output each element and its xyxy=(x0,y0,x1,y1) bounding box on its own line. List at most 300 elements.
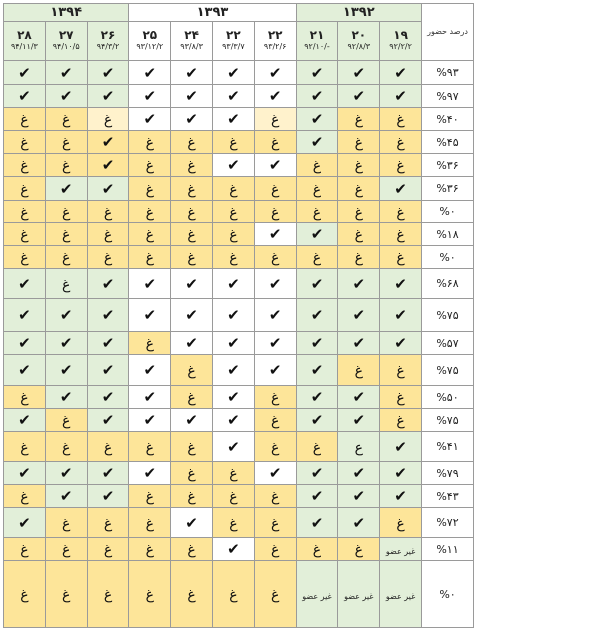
check-icon: ✔ xyxy=(143,63,157,82)
attendance-cell xyxy=(380,355,422,386)
attendance-cell xyxy=(338,538,380,561)
absent-mark: غ xyxy=(229,466,238,482)
attendance-cell xyxy=(296,332,338,355)
attendance-cell xyxy=(338,201,380,223)
non-member-label: غیر عضو xyxy=(344,592,374,601)
check-icon: ✔ xyxy=(227,156,240,174)
attendance-cell xyxy=(296,108,338,131)
attendance-cell xyxy=(171,177,213,201)
attendance-cell xyxy=(254,485,296,508)
check-icon: ✔ xyxy=(59,179,73,198)
attendance-cell xyxy=(212,154,254,177)
attendance-cell xyxy=(171,246,213,269)
attendance-cell xyxy=(254,85,296,108)
attendance-percent: %۱۱ xyxy=(422,538,474,561)
absent-mark: غ xyxy=(145,204,154,221)
attendance-cell xyxy=(380,299,422,332)
check-icon: ✔ xyxy=(394,334,407,352)
check-icon: ✔ xyxy=(101,274,115,293)
check-icon: ✔ xyxy=(352,513,366,532)
attendance-cell xyxy=(171,485,213,508)
check-icon: ✔ xyxy=(101,306,115,324)
attendance-cell xyxy=(171,355,213,386)
session-number: ۲۸ xyxy=(17,28,32,42)
attendance-cell xyxy=(380,538,422,561)
member-row xyxy=(4,386,474,409)
absent-mark: غ xyxy=(20,250,29,266)
attendance-cell xyxy=(296,561,338,628)
check-icon: ✔ xyxy=(18,464,31,482)
absent-mark: غ xyxy=(229,181,238,198)
attendance-cell xyxy=(129,154,171,177)
check-icon: ✔ xyxy=(352,87,366,105)
session-number: ۲۲ xyxy=(226,28,241,42)
member-row xyxy=(4,177,474,201)
attendance-cell xyxy=(129,131,171,154)
member-row xyxy=(4,201,474,223)
absent-mark: غ xyxy=(62,413,71,429)
member-row xyxy=(4,61,474,85)
check-icon: ✔ xyxy=(310,513,324,532)
check-icon: ✔ xyxy=(352,306,366,324)
check-icon: ✔ xyxy=(394,437,407,456)
check-icon: ✔ xyxy=(310,63,324,82)
attendance-cell xyxy=(338,386,380,409)
absent-mark: غ xyxy=(187,439,196,456)
check-icon: ✔ xyxy=(227,110,240,128)
attendance-cell xyxy=(129,269,171,299)
attendance-cell xyxy=(296,409,338,432)
absent-mark: غ xyxy=(145,489,154,505)
absent-mark: غ xyxy=(103,250,113,266)
absent-mark: غ xyxy=(312,250,322,266)
session-header xyxy=(4,22,46,61)
attendance-percent: %۴۳ xyxy=(422,485,474,508)
absent-mark: غ xyxy=(20,439,29,456)
member-row xyxy=(4,269,474,299)
check-icon: ✔ xyxy=(59,63,73,82)
attendance-percent: %۰ xyxy=(422,201,474,223)
check-icon: ✔ xyxy=(227,87,240,105)
check-icon: ✔ xyxy=(143,464,157,482)
attendance-cell xyxy=(45,177,87,201)
session-header xyxy=(45,22,87,61)
absent-mark: غ xyxy=(187,542,196,558)
attendance-cell xyxy=(338,485,380,508)
check-icon: ✔ xyxy=(352,388,366,406)
absent-mark: غ xyxy=(396,227,405,243)
attendance-cell xyxy=(254,246,296,269)
absent-mark: غ xyxy=(103,515,113,532)
check-icon: ✔ xyxy=(394,306,407,324)
member-row xyxy=(4,462,474,485)
attendance-percent: %۴۰ xyxy=(422,108,474,131)
absent-mark: غ xyxy=(62,276,71,293)
check-icon: ✔ xyxy=(310,274,324,293)
absent-mark: غ xyxy=(20,158,29,174)
absent-mark: غ xyxy=(62,112,71,128)
non-member-label: غیر عضو xyxy=(385,547,416,556)
attendance-cell xyxy=(4,201,46,223)
attendance-cell xyxy=(129,85,171,108)
check-icon: ✔ xyxy=(101,156,115,174)
attendance-cell xyxy=(4,508,46,538)
attendance-cell xyxy=(129,246,171,269)
attendance-cell xyxy=(4,332,46,355)
attendance-cell xyxy=(212,332,254,355)
absent-mark: غ xyxy=(20,204,29,221)
attendance-cell xyxy=(212,386,254,409)
attendance-cell xyxy=(4,432,46,462)
attendance-cell xyxy=(338,462,380,485)
member-row xyxy=(4,85,474,108)
non-member-label: غیر عضو xyxy=(302,592,332,601)
attendance-cell xyxy=(87,332,129,355)
absent-mark: غ xyxy=(354,227,363,243)
attendance-percent: %۷۵ xyxy=(422,409,474,432)
absent-mark: غ xyxy=(312,158,322,174)
check-icon: ✔ xyxy=(352,63,366,82)
check-icon: ✔ xyxy=(268,87,282,105)
session-date: ۹۴/۳/۲ xyxy=(96,42,120,51)
absent-mark: غ xyxy=(396,413,405,429)
absent-mark: غ xyxy=(312,204,322,221)
attendance-percent: %۷۹ xyxy=(422,462,474,485)
check-icon: ✔ xyxy=(227,306,240,324)
check-icon: ✔ xyxy=(352,487,366,505)
attendance-cell xyxy=(338,223,380,246)
absent-mark: غ xyxy=(229,204,238,221)
check-icon: ✔ xyxy=(101,361,115,379)
attendance-cell xyxy=(338,432,380,462)
absent-mark: غ xyxy=(271,542,280,558)
absent-mark: غ xyxy=(229,587,238,603)
attendance-cell xyxy=(254,409,296,432)
attendance-cell xyxy=(87,355,129,386)
member-row xyxy=(4,561,474,628)
check-icon: ✔ xyxy=(394,179,407,198)
attendance-cell xyxy=(380,246,422,269)
attendance-cell xyxy=(45,355,87,386)
absent-mark: غ xyxy=(145,439,154,456)
absent-mark: غ xyxy=(187,181,196,198)
attendance-cell xyxy=(129,299,171,332)
absent-mark: غ xyxy=(229,489,238,505)
session-header xyxy=(254,22,296,61)
attendance-cell xyxy=(45,61,87,85)
check-icon: ✔ xyxy=(310,87,324,105)
check-icon: ✔ xyxy=(310,411,324,429)
check-icon: ✔ xyxy=(310,334,324,352)
attendance-cell xyxy=(171,299,213,332)
check-icon: ✔ xyxy=(268,156,282,174)
attendance-cell xyxy=(254,108,296,131)
session-date: ۹۴/۱۱/۳ xyxy=(10,42,38,51)
absent-mark: غ xyxy=(312,181,322,198)
check-icon: ✔ xyxy=(185,306,198,324)
check-icon: ✔ xyxy=(268,306,282,324)
check-icon: ✔ xyxy=(143,274,157,293)
attendance-cell xyxy=(171,409,213,432)
session-header xyxy=(338,22,380,61)
attendance-cell xyxy=(87,177,129,201)
check-icon: ✔ xyxy=(18,87,31,105)
check-icon: ✔ xyxy=(310,464,324,482)
attendance-percent: %۴۱ xyxy=(422,432,474,462)
member-row xyxy=(4,108,474,131)
absent-mark: غ xyxy=(62,250,71,266)
check-icon: ✔ xyxy=(59,464,73,482)
absent-mark: غ xyxy=(62,542,71,558)
attendance-cell xyxy=(296,432,338,462)
session-date: ۹۳/۱۲/۲ xyxy=(136,42,164,51)
session-header xyxy=(380,22,422,61)
check-icon: ✔ xyxy=(101,411,115,429)
absent-mark: غ xyxy=(103,204,113,221)
check-icon: ✔ xyxy=(143,361,157,379)
attendance-cell xyxy=(254,131,296,154)
check-icon: ✔ xyxy=(268,464,282,482)
member-row xyxy=(4,131,474,154)
absent-mark: غ xyxy=(62,515,71,532)
attendance-cell xyxy=(338,246,380,269)
attendance-percent: %۹۳ xyxy=(422,61,474,85)
attendance-cell xyxy=(45,85,87,108)
attendance-cell xyxy=(45,409,87,432)
attendance-cell xyxy=(87,432,129,462)
absent-mark: غ xyxy=(62,587,71,603)
attendance-percent: %۴۵ xyxy=(422,131,474,154)
absent-mark: غ xyxy=(396,363,405,379)
check-icon: ✔ xyxy=(101,464,115,482)
attendance-cell xyxy=(4,386,46,409)
check-icon: ✔ xyxy=(227,274,240,293)
check-icon: ✔ xyxy=(227,540,240,558)
check-icon: ✔ xyxy=(59,361,73,379)
attendance-cell xyxy=(45,561,87,628)
check-icon: ✔ xyxy=(18,513,31,532)
absent-mark: غ xyxy=(354,542,363,558)
attendance-cell xyxy=(45,269,87,299)
attendance-cell xyxy=(87,561,129,628)
attendance-cell xyxy=(380,432,422,462)
attendance-cell xyxy=(129,508,171,538)
absent-mark: غ xyxy=(145,515,154,532)
attendance-cell xyxy=(212,561,254,628)
session-date: ۹۳/۳/۷ xyxy=(222,42,245,51)
attendance-cell xyxy=(4,223,46,246)
attendance-cell xyxy=(254,61,296,85)
absent-mark: غ xyxy=(20,390,29,406)
attendance-cell xyxy=(338,561,380,628)
absent-mark: غ xyxy=(103,439,113,456)
absent-mark: غ xyxy=(145,250,154,266)
attendance-percent: %۵۰ xyxy=(422,386,474,409)
absent-mark: غ xyxy=(145,158,154,174)
attendance-cell xyxy=(380,177,422,201)
non-member-label: غیر عضو xyxy=(385,592,416,601)
attendance-cell xyxy=(296,246,338,269)
attendance-percent: %۷۵ xyxy=(422,355,474,386)
check-icon: ✔ xyxy=(143,388,157,406)
check-icon: ✔ xyxy=(18,63,31,82)
attendance-cell xyxy=(212,299,254,332)
attendance-cell xyxy=(380,223,422,246)
absent-mark: غ xyxy=(145,135,154,151)
attendance-cell xyxy=(129,386,171,409)
attendance-cell xyxy=(45,223,87,246)
attendance-table-container xyxy=(3,3,474,628)
absent-mark: غ xyxy=(354,112,363,128)
attendance-cell xyxy=(87,386,129,409)
attendance-cell xyxy=(380,154,422,177)
attendance-cell xyxy=(380,561,422,628)
attendance-cell xyxy=(4,462,46,485)
attendance-cell xyxy=(87,154,129,177)
absent-mark: غ xyxy=(62,135,71,151)
session-number: ۲۱ xyxy=(309,28,325,42)
attendance-cell xyxy=(254,154,296,177)
check-icon: ✔ xyxy=(310,487,324,505)
attendance-cell xyxy=(338,409,380,432)
check-icon: ✔ xyxy=(310,388,324,406)
check-icon: ✔ xyxy=(101,334,115,352)
attendance-cell xyxy=(171,386,213,409)
check-icon: ✔ xyxy=(394,274,407,293)
check-icon: ✔ xyxy=(394,464,407,482)
check-icon: ✔ xyxy=(18,306,31,324)
attendance-cell xyxy=(87,201,129,223)
check-icon: ✔ xyxy=(310,133,324,151)
attendance-cell xyxy=(212,85,254,108)
session-number: ۲۷ xyxy=(58,28,74,42)
check-icon: ✔ xyxy=(101,388,115,406)
attendance-cell xyxy=(45,508,87,538)
check-icon: ✔ xyxy=(227,63,240,82)
attendance-cell xyxy=(129,201,171,223)
attendance-cell xyxy=(212,131,254,154)
check-icon: ✔ xyxy=(394,63,407,82)
session-number: ۲۴ xyxy=(184,28,199,42)
attendance-cell xyxy=(129,61,171,85)
absent-mark: غ xyxy=(103,112,113,128)
check-icon: ✔ xyxy=(268,361,282,379)
absent-mark: غ xyxy=(396,204,405,221)
absent-mark: غ xyxy=(271,515,280,532)
check-icon: ✔ xyxy=(101,87,115,105)
check-icon: ✔ xyxy=(268,334,282,352)
absent-mark: غ xyxy=(229,250,238,266)
check-icon: ✔ xyxy=(394,487,407,505)
attendance-cell xyxy=(338,299,380,332)
attendance-cell xyxy=(296,355,338,386)
attendance-cell xyxy=(338,269,380,299)
session-date: ۹۳/۲/۶ xyxy=(263,42,287,51)
session-header xyxy=(171,22,213,61)
attendance-cell xyxy=(45,386,87,409)
absent-mark: غ xyxy=(271,181,280,198)
check-icon: ✔ xyxy=(59,334,73,352)
absent-mark: غ xyxy=(187,363,196,379)
absent-mark: غ xyxy=(271,439,280,456)
absent-mark: غ xyxy=(271,112,280,128)
attendance-cell xyxy=(296,223,338,246)
session-header xyxy=(296,22,338,61)
absent-mark: غ xyxy=(103,542,113,558)
session-number: ۱۹ xyxy=(393,28,408,42)
attendance-cell xyxy=(45,131,87,154)
attendance-percent: %۳۶ xyxy=(422,177,474,201)
check-icon: ✔ xyxy=(143,110,157,128)
absent-mark: غ xyxy=(20,227,29,243)
member-row xyxy=(4,332,474,355)
check-icon: ✔ xyxy=(185,334,198,352)
check-icon: ✔ xyxy=(185,274,198,293)
attendance-cell xyxy=(380,462,422,485)
attendance-cell xyxy=(87,485,129,508)
member-row xyxy=(4,409,474,432)
attendance-cell xyxy=(212,269,254,299)
absent-mark: غ xyxy=(396,515,405,532)
attendance-cell xyxy=(380,269,422,299)
attendance-cell xyxy=(4,246,46,269)
absent-mark: غ xyxy=(62,204,71,221)
absent-mark: غ xyxy=(145,542,154,558)
attendance-cell xyxy=(254,223,296,246)
attendance-cell xyxy=(254,355,296,386)
attendance-percent: %۱۸ xyxy=(422,223,474,246)
absent-mark: غ xyxy=(187,587,196,603)
attendance-cell xyxy=(296,462,338,485)
check-icon: ✔ xyxy=(101,487,115,505)
attendance-cell xyxy=(254,177,296,201)
attendance-cell xyxy=(171,85,213,108)
absent-mark: غ xyxy=(20,135,29,151)
session-header xyxy=(129,22,171,61)
attendance-cell xyxy=(212,462,254,485)
attendance-cell xyxy=(212,177,254,201)
member-row xyxy=(4,485,474,508)
check-icon: ✔ xyxy=(352,411,366,429)
check-icon: ✔ xyxy=(101,179,115,198)
absent-mark: غ xyxy=(312,542,322,558)
attendance-cell xyxy=(212,223,254,246)
attendance-cell xyxy=(87,409,129,432)
absent-mark: ع xyxy=(354,439,363,456)
attendance-cell xyxy=(171,154,213,177)
attendance-cell xyxy=(296,201,338,223)
attendance-cell xyxy=(380,332,422,355)
check-icon: ✔ xyxy=(143,306,157,324)
absent-mark: غ xyxy=(187,466,196,482)
attendance-cell xyxy=(380,61,422,85)
attendance-cell xyxy=(380,108,422,131)
attendance-cell xyxy=(87,508,129,538)
attendance-percent: %۵۷ xyxy=(422,332,474,355)
check-icon: ✔ xyxy=(59,87,73,105)
absent-mark: غ xyxy=(229,515,238,532)
attendance-cell xyxy=(254,299,296,332)
attendance-cell xyxy=(212,355,254,386)
attendance-cell xyxy=(171,508,213,538)
member-row xyxy=(4,223,474,246)
attendance-cell xyxy=(45,462,87,485)
absent-mark: غ xyxy=(354,363,363,379)
year-header: ۱۳۹۲ xyxy=(296,4,421,22)
check-icon: ✔ xyxy=(185,411,198,429)
attendance-cell xyxy=(45,432,87,462)
check-icon: ✔ xyxy=(18,274,31,293)
